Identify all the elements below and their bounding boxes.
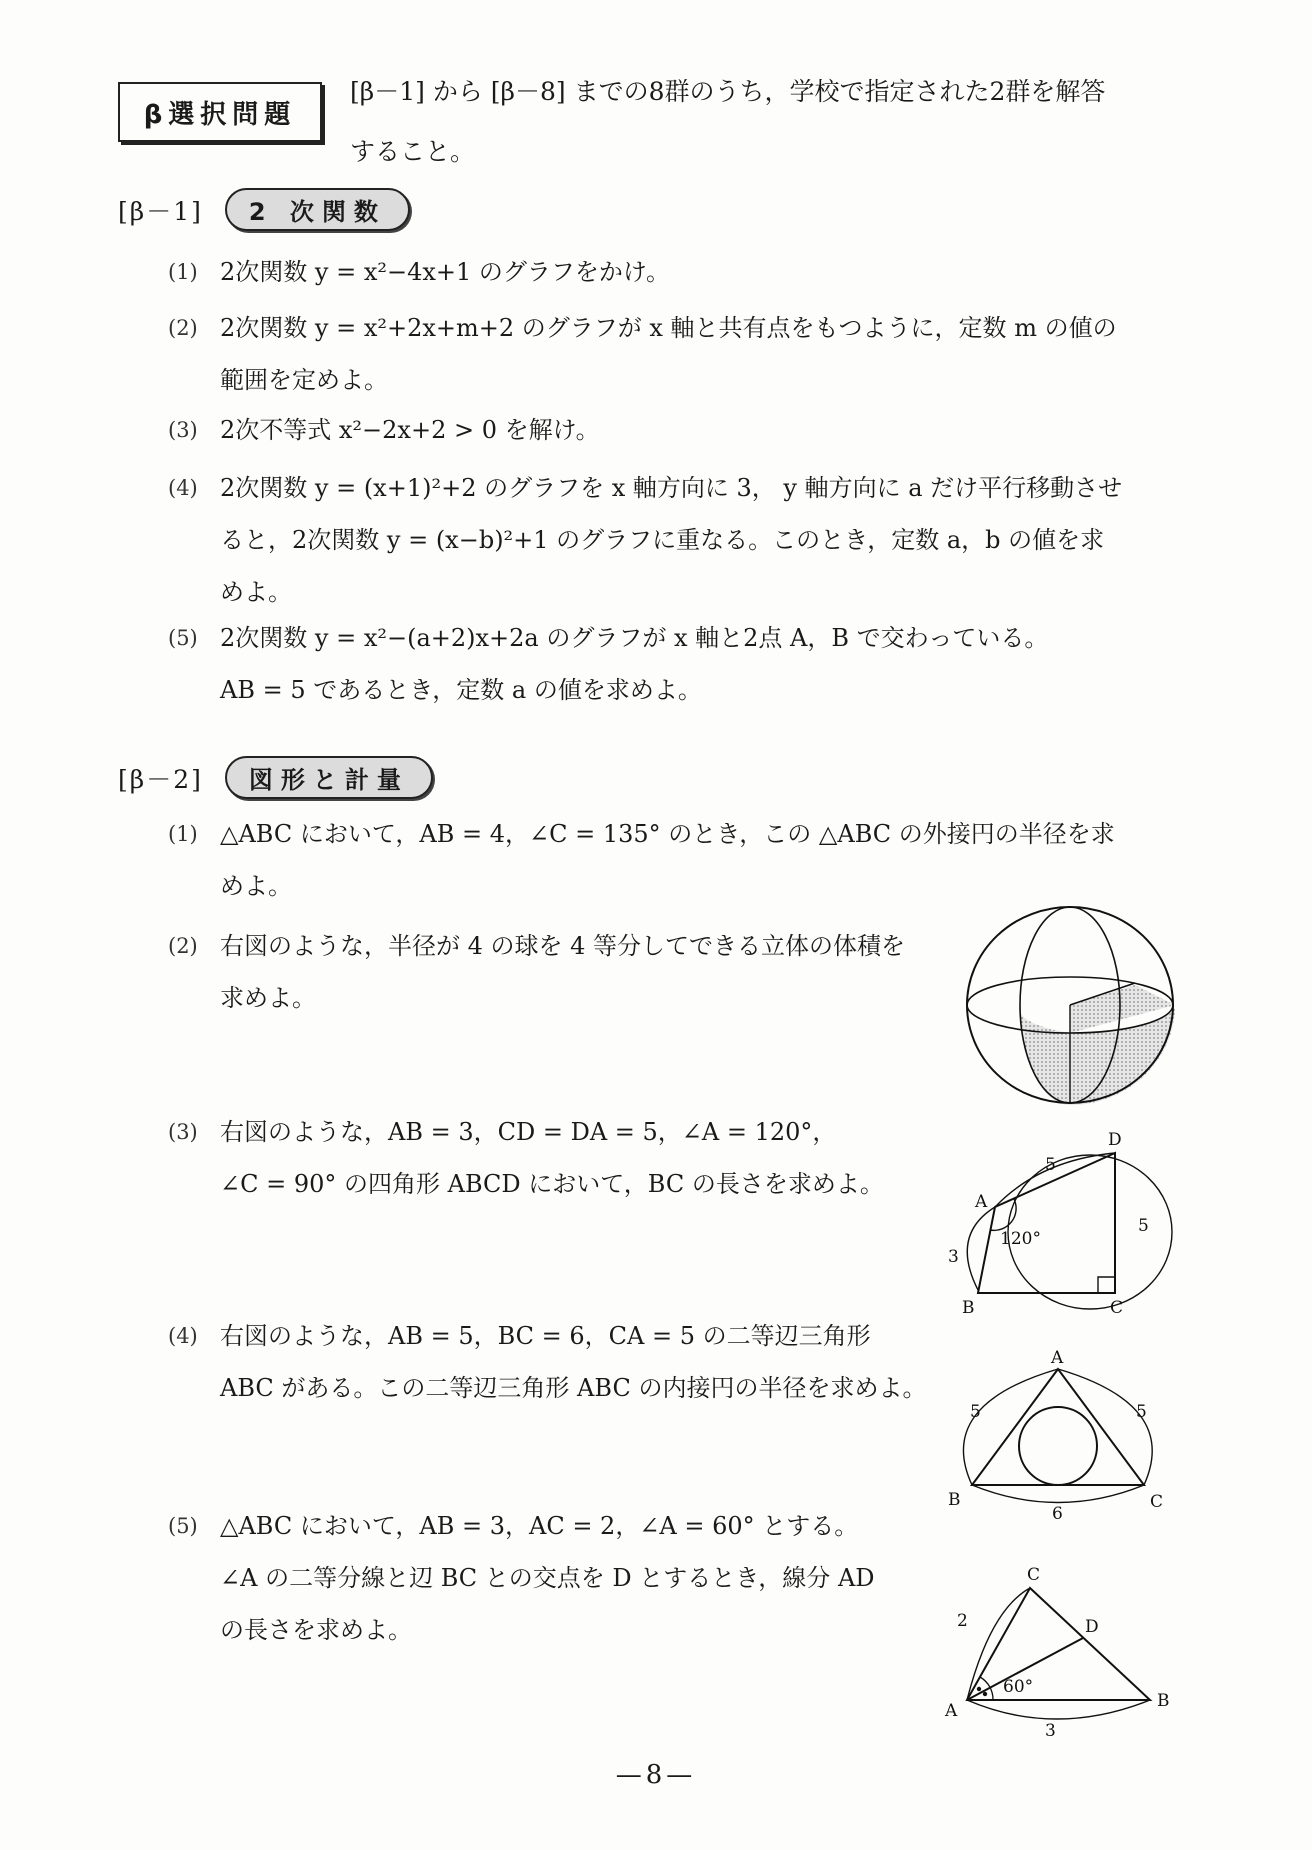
right-angle-mark	[1098, 1277, 1115, 1293]
sphere-figure	[965, 905, 1175, 1105]
vertex-label-d: D	[1085, 1617, 1099, 1637]
section-heading-1	[118, 188, 410, 231]
side-label-ab: 5	[970, 1402, 981, 1422]
question-text: ABC がある。この二等辺三角形 ABC の内接円の半径を求めよ。	[220, 1374, 927, 1402]
vertex-label-b: B	[948, 1490, 961, 1510]
question-text: 右図のような，AB = 3，CD = DA = 5，∠A = 120°，	[220, 1118, 837, 1146]
question-number: (5)	[168, 1514, 198, 1538]
section-heading-2	[118, 756, 433, 799]
question	[168, 462, 1208, 618]
instructions	[350, 62, 1250, 182]
question-text: 求めよ。	[220, 984, 316, 1012]
quadrilateral-figure	[940, 1125, 1175, 1315]
question	[168, 302, 1208, 406]
vertex-label-b: B	[962, 1298, 975, 1315]
arc-ab	[963, 1369, 1058, 1485]
question-text: ∠A の二等分線と辺 BC との交点を D とするとき，線分 AD	[220, 1564, 875, 1592]
vertex-label-a: A	[945, 1701, 958, 1721]
question-text: 範囲を定めよ。	[220, 366, 388, 394]
angle-label: 60°	[1003, 1677, 1034, 1697]
question-text: 右図のような，AB = 5，BC = 6，CA = 5 の二等辺三角形	[220, 1322, 871, 1350]
side-label-ab: 3	[948, 1247, 959, 1267]
question-number: (4)	[168, 476, 198, 500]
section-label: [β－2]	[118, 764, 203, 794]
section-label: [β－1]	[118, 196, 203, 226]
question-text: ∠C = 90° の四角形 ABCD において，BC の長さを求めよ。	[220, 1170, 884, 1198]
vertex-label-a: A	[1051, 1348, 1064, 1368]
question-text: めよ。	[220, 578, 292, 606]
section-topic-pill: 図形と計量	[225, 756, 433, 799]
question	[168, 808, 1208, 912]
side-label-ac: 2	[957, 1611, 968, 1631]
vertex-label-b: B	[1157, 1691, 1170, 1711]
vertex-label-d: D	[1108, 1130, 1122, 1150]
section-title-box: β選択問題	[118, 82, 322, 142]
angle-mark-dot	[977, 1687, 981, 1691]
question	[168, 404, 1208, 456]
question-text: ると，2次関数 y = (x−b)²+1 のグラフに重なる。このとき，定数 a，b の値を求	[220, 526, 1105, 554]
question	[168, 920, 948, 1024]
question-text: 2次関数 y = (x+1)²+2 のグラフを x 軸方向に 3， y 軸方向に a だけ平行移動させ	[220, 474, 1123, 502]
vertex-label-c: C	[1110, 1298, 1124, 1315]
question	[168, 246, 1208, 298]
question-number: (2)	[168, 934, 198, 958]
question	[168, 612, 1208, 716]
question	[168, 1106, 948, 1210]
question-number: (1)	[168, 260, 198, 284]
question	[168, 1500, 928, 1656]
vertex-label-c: C	[1150, 1492, 1164, 1512]
question-number: (1)	[168, 822, 198, 846]
question-number: (4)	[168, 1324, 198, 1348]
side-label-bc: 6	[1052, 1504, 1063, 1520]
question-number: (3)	[168, 1120, 198, 1144]
question-text: 2次関数 y = x²−4x+1 のグラフをかけ。	[220, 258, 670, 286]
question-text: めよ。	[220, 872, 292, 900]
question	[168, 1310, 968, 1414]
question-text: 2次関数 y = x²+2x+m+2 のグラフが x 軸と共有点をもつように，定数 m の値の	[220, 314, 1117, 342]
side-label-cd: 5	[1138, 1216, 1149, 1236]
angle-mark-dot	[983, 1692, 987, 1696]
question-number: (2)	[168, 316, 198, 340]
side-label-ab: 3	[1045, 1721, 1056, 1741]
question-text: △ABC において，AB = 3，AC = 2，∠A = 60° とする。	[220, 1512, 859, 1540]
page-number: —8—	[615, 1760, 697, 1790]
section-topic-pill: 2 次関数	[225, 188, 410, 231]
instructions-line-2: すること。	[350, 137, 476, 166]
question-text: の長さを求めよ。	[220, 1616, 412, 1644]
question-text: 2次関数 y = x²−(a+2)x+2a のグラフが x 軸と2点 A，B で交わっている。	[220, 624, 1049, 652]
question-text: 2次不等式 x²−2x+2 > 0 を解け。	[220, 416, 600, 444]
question-number: (5)	[168, 626, 198, 650]
side-label-ad: 5	[1045, 1155, 1056, 1175]
triangle-abc	[972, 1369, 1144, 1485]
side-label-ac: 5	[1136, 1402, 1147, 1422]
arc-ab	[967, 1700, 1150, 1719]
isosceles-figure	[940, 1345, 1175, 1520]
question-text: AB = 5 であるとき，定数 a の値を求めよ。	[220, 676, 702, 704]
angle-label: 120°	[1000, 1229, 1041, 1249]
question-text: 右図のような，半径が 4 の球を 4 等分してできる立体の体積を	[220, 932, 906, 960]
bisector-figure	[935, 1560, 1180, 1745]
vertex-label-a: A	[975, 1192, 988, 1212]
question-number: (3)	[168, 418, 198, 442]
vertex-label-c: C	[1027, 1565, 1041, 1585]
triangle-abc	[967, 1588, 1150, 1700]
incircle	[1019, 1407, 1097, 1485]
question-text: △ABC において，AB = 4，∠C = 135° のとき，この △ABC の外接円の半径を求	[220, 820, 1115, 848]
instructions-line-1: [β－1] から [β－8] までの8群のうち，学校で指定された2群を解答	[350, 77, 1106, 106]
arc-bc	[972, 1485, 1144, 1503]
